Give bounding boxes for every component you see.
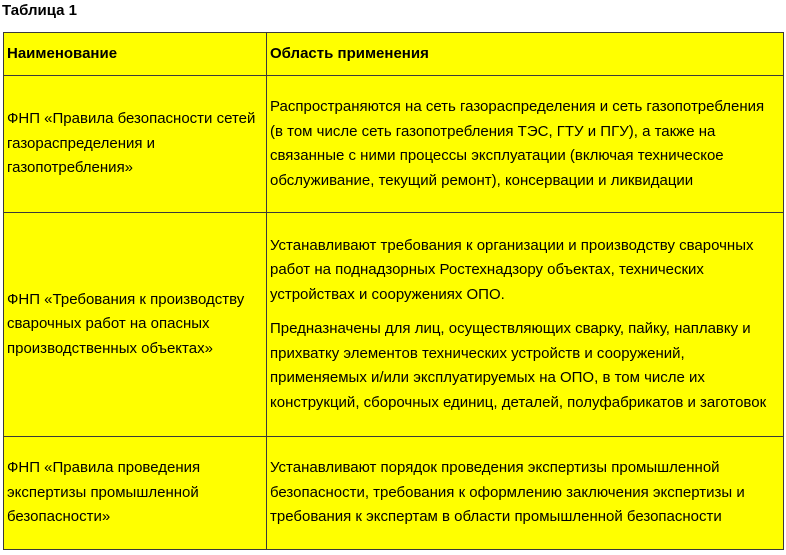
table-row xyxy=(4,437,784,550)
table-header-row xyxy=(4,33,784,76)
table-row xyxy=(4,76,784,213)
scope-paragraph: Устанавливают требования к организации и производству сварочных работ на поднадзорных Ростехнадзору объектах, технических устройствах и сооружениях ОПО. xyxy=(270,236,754,303)
row-scope xyxy=(267,437,784,550)
scope-paragraph: Предназначены для лиц, осуществляющих сварку, пайку, наплавку и прихватку элементов технических устройств и сооружений, применяемых и/или эксплуатируемых на ОПО, в том числе их конструкций, сборочных единиц, деталей, полуфабрикатов и заготовок xyxy=(270,320,767,411)
table-row xyxy=(4,213,784,437)
row-name: ФНП «Правила безопасности сетей газораспределения и газопотребления» xyxy=(4,76,267,213)
table-caption: Таблица 1 xyxy=(2,2,78,19)
header-name: Наименование xyxy=(4,33,267,76)
row-scope xyxy=(267,76,784,213)
header-scope: Область применения xyxy=(267,33,784,76)
scope-paragraph: Распространяются на сеть газораспределения и сеть газопотребления (в том числе сеть газопотребления ТЭС, ГТУ и ПГУ), а также на связанные с ними процессы эксплуатации (включая техническое обслуживание, текущий ремонт), консервации и ликвидации xyxy=(270,98,765,189)
scope-paragraph: Устанавливают порядок проведения экспертизы промышленной безопасности, требования к оформлению заключения экспертизы и требования к экспертам в области промышленной безопасности xyxy=(270,459,745,526)
regulations-table xyxy=(3,32,784,550)
row-scope xyxy=(267,213,784,437)
row-name: ФНП «Требования к производству сварочных работ на опасных производственных объектах» xyxy=(4,213,267,437)
row-name: ФНП «Правила проведения экспертизы промышленной безопасности» xyxy=(4,437,267,550)
